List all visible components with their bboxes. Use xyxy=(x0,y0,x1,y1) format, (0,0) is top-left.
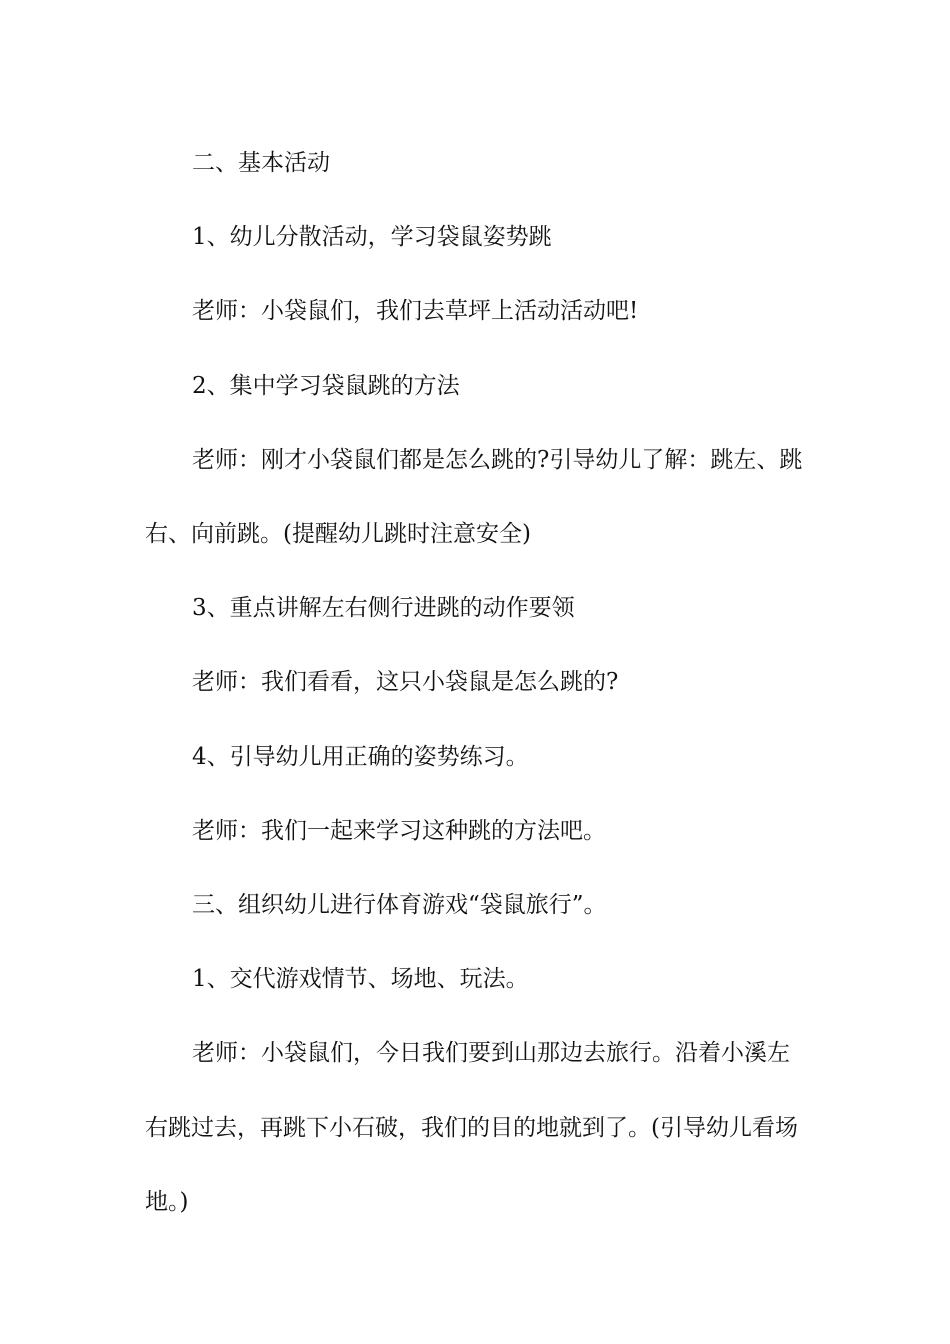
teacher-line-4: 老师：我们一起来学习这种跳的方法吧。 xyxy=(192,817,606,844)
teacher-line-3: 老师：我们看看，这只小袋鼠是怎么跳的? xyxy=(192,669,619,696)
step-4-paragraph: 4、引导幼儿用正确的姿势练习。 xyxy=(192,743,529,770)
heading-game: 三、组织幼儿进行体育游戏“袋鼠旅行”。 xyxy=(192,892,607,919)
step-1-paragraph: 1、幼儿分散活动，学习袋鼠姿势跳 xyxy=(192,224,552,251)
step-3-paragraph: 3、重点讲解左右侧行进跳的动作要领 xyxy=(192,595,575,622)
step-2-paragraph: 2、集中学习袋鼠跳的方法 xyxy=(192,372,460,399)
game-step-1-paragraph: 1、交代游戏情节、场地、玩法。 xyxy=(192,966,529,993)
teacher-line-5: 老师：小袋鼠们，今日我们要到山那边去旅行。沿着小溪左右跳过去，再跳下小石破，我们的目的地就到了。(引导幼儿看场地。) xyxy=(145,1040,798,1215)
heading-basic-activities: 二、基本活动 xyxy=(192,150,330,176)
teacher-line-1: 老师：小袋鼠们，我们去草坪上活动活动吧! xyxy=(192,298,639,325)
document-body xyxy=(145,126,807,1239)
teacher-line-2: 老师：刚才小袋鼠们都是怎么跳的?引导幼儿了解：跳左、跳右、向前跳。(提醒幼儿跳时注意安全) xyxy=(145,446,803,548)
